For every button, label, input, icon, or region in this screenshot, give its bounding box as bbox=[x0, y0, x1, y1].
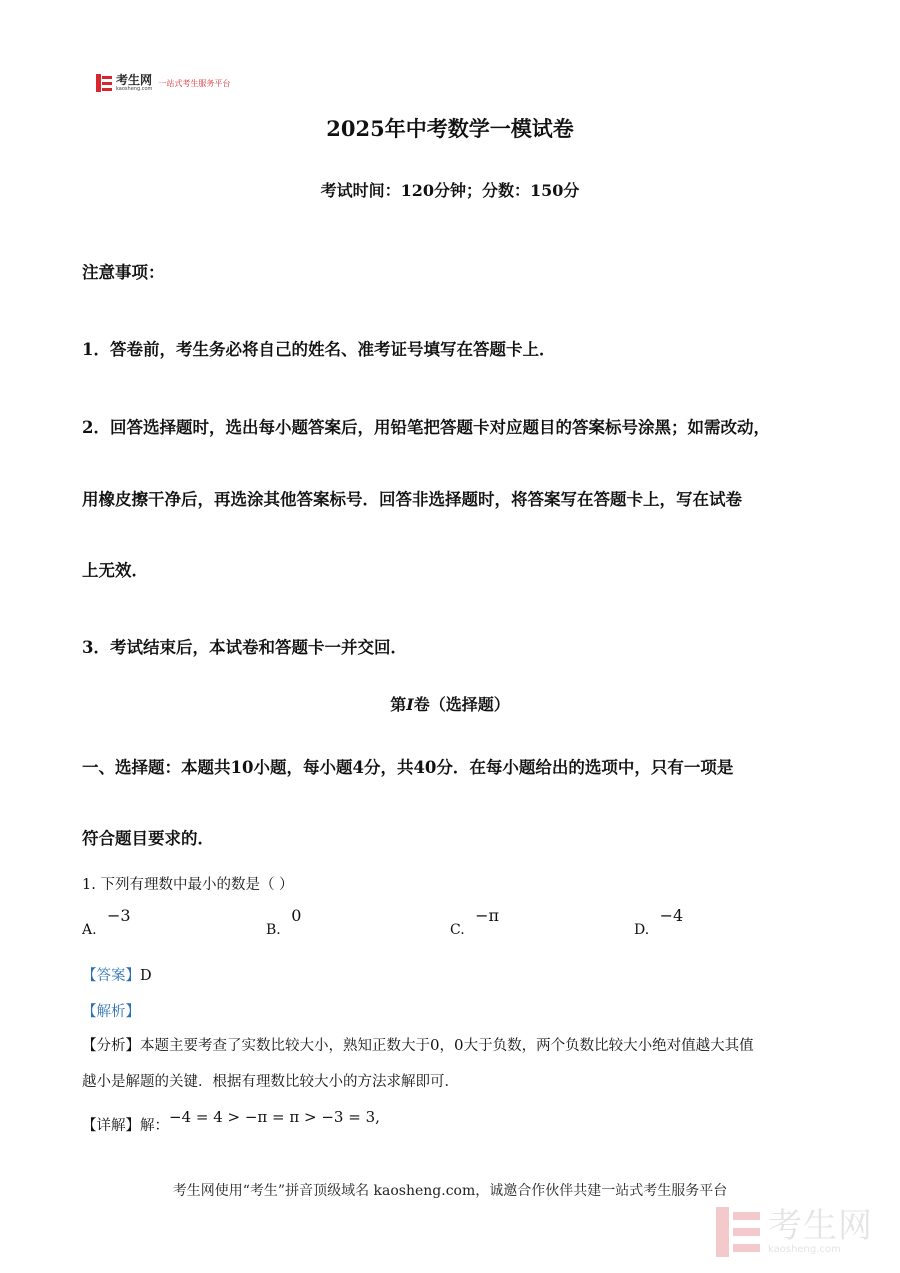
question-1-option-a: A. −3 bbox=[82, 906, 131, 938]
question-1-detail-math: −4 = 4 > −π = π > −3 = 3, bbox=[169, 1108, 380, 1126]
notice-heading: 注意事项： bbox=[82, 263, 165, 282]
watermark-domain: kaosheng.com bbox=[768, 1244, 841, 1255]
watermark-name: 考生网 bbox=[768, 1206, 873, 1246]
question-1-option-b: B. 0 bbox=[266, 906, 302, 938]
logo-icon bbox=[96, 74, 112, 92]
question-1-stem: 1. 下列有理数中最小的数是（ ） bbox=[82, 877, 294, 893]
header-logo bbox=[96, 72, 230, 94]
section-instruction-cont: 符合题目要求的． bbox=[82, 829, 214, 848]
logo-name: 考生网 bbox=[116, 73, 153, 87]
section-title: 第I卷（选择题） bbox=[390, 695, 510, 714]
question-1-fenxi-cont: 越小是解题的关键．根据有理数比较大小的方法求解即可． bbox=[82, 1074, 459, 1090]
question-1-fenxi: 【分析】本题主要考查了实数比较大小，熟知正数大于0，0大于负数，两个负数比较大小绝对值越大其值 bbox=[82, 1036, 754, 1054]
notice-item-2-end: 上无效． bbox=[82, 561, 148, 580]
watermark bbox=[716, 1206, 886, 1258]
question-1-answer: 【答案】D bbox=[82, 968, 152, 984]
section-instruction: 一、选择题：本题共10小题，每小题4分，共40分．在每小题给出的选项中，只有一项是 bbox=[82, 758, 734, 777]
exam-subtitle: 考试时间：120分钟；分数：150分 bbox=[320, 181, 580, 200]
notice-item-1: 1．答卷前，考生务必将自己的姓名、准考证号填写在答题卡上． bbox=[82, 340, 556, 359]
question-1-analysis-tag: 【解析】 bbox=[82, 1004, 140, 1020]
page-footer: 考生网使用“考生”拼音顶级域名 kaosheng.com，诚邀合作伙伴共建一站式考生服务平台 bbox=[172, 1183, 728, 1199]
logo-domain: kaosheng.com bbox=[116, 86, 153, 92]
notice-item-2: 2．回答选择题时，选出每小题答案后，用铅笔把答题卡对应题目的答案标号涂黑；如需改动， bbox=[82, 418, 770, 437]
question-1-option-c: C. −π bbox=[450, 906, 500, 938]
notice-item-2-cont: 用橡皮擦干净后，再选涂其他答案标号．回答非选择题时，将答案写在答题卡上，写在试卷 bbox=[82, 490, 742, 509]
question-1-detail: 【详解】解：−4 = 4 > −π = π > −3 = 3, bbox=[82, 1108, 380, 1134]
exam-title: 2025年中考数学一模试卷 bbox=[326, 116, 574, 141]
notice-item-3: 3．考试结束后，本试卷和答题卡一并交回． bbox=[82, 638, 407, 657]
logo-slogan: 一站式考生服务平台 bbox=[158, 78, 231, 88]
watermark-logo-icon bbox=[716, 1207, 760, 1257]
question-1-option-d: D. −4 bbox=[634, 906, 684, 938]
